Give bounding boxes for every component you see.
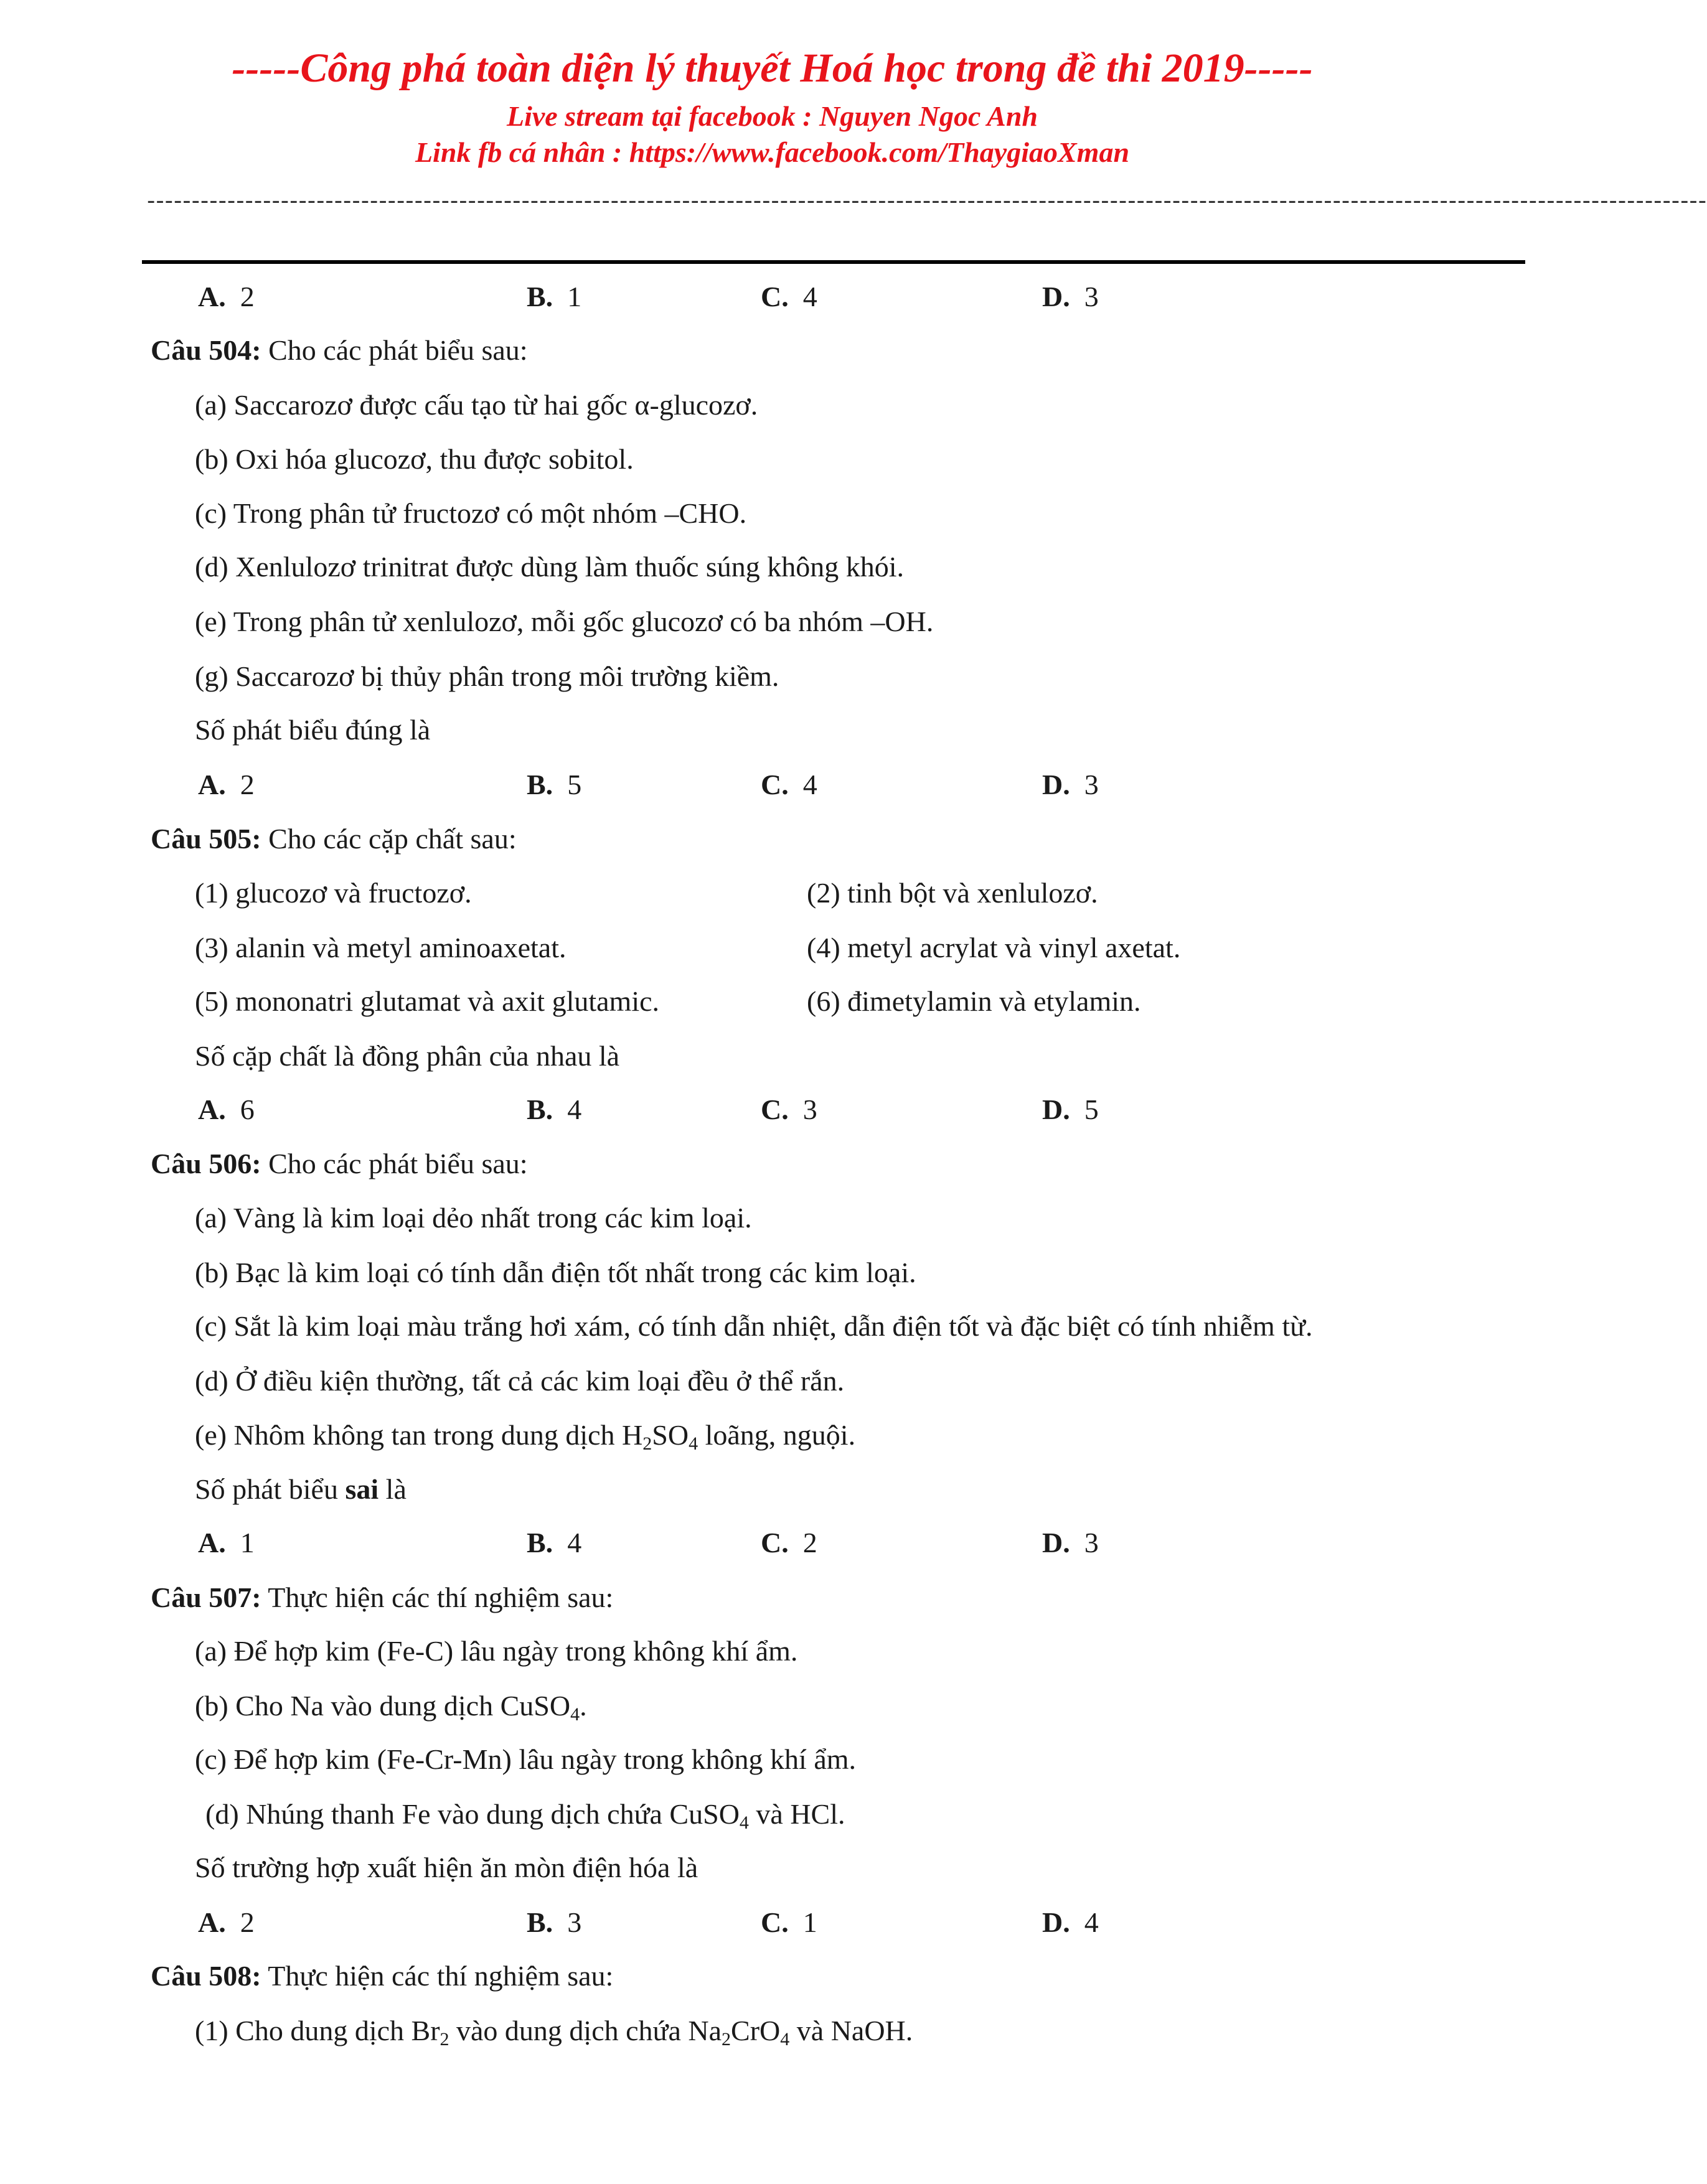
question-prompt: Số phát biểu sai là [195, 1473, 407, 1505]
option-d: D. 4 [1042, 1906, 1099, 1938]
statement-item: (d) Ở điều kiện thường, tất cả các kim loại đều ở thể rắn. [195, 1365, 845, 1397]
statement-item: (c) Trong phân tử fructozơ có một nhóm –CHO. [195, 497, 747, 529]
pair-item: (5) mononatri glutamat và axit glutamic. [195, 985, 660, 1017]
statement-item: (e) Trong phân tử xenlulozơ, mỗi gốc glucozơ có ba nhóm –OH. [195, 606, 934, 637]
statement-item: (b) Oxi hóa glucozơ, thu được sobitol. [195, 443, 634, 475]
question-504: Câu 504: Cho các phát biểu sau: [151, 334, 528, 366]
statement-item: (a) Vàng là kim loại dẻo nhất trong các kim loại. [195, 1202, 752, 1234]
option-b: B. 4 [527, 1527, 582, 1558]
statement-item: (d) Xenlulozơ trinitrat được dùng làm thuốc súng không khói. [195, 551, 905, 583]
option-b: B. 4 [527, 1094, 582, 1125]
dashed-separator: ------------------------------------------------------------------------------------------------------------------------------------------------------------------------------- [147, 187, 1707, 214]
option-c: C. 3 [761, 1094, 817, 1125]
option-b: B. 3 [527, 1906, 582, 1938]
option-a: A. 2 [198, 1906, 255, 1938]
option-a: A. 1 [198, 1527, 255, 1558]
option-c: C. 4 [761, 769, 817, 800]
facebook-link[interactable]: Link fb cá nhân : https://www.facebook.com/ThaygiaoXman [415, 136, 1130, 168]
pair-item: (4) metyl acrylat và vinyl axetat. [807, 932, 1181, 963]
livestream-line: Live stream tại facebook : Nguyen Ngoc Anh [506, 100, 1038, 132]
statement-item: (b) Bạc là kim loại có tính dẫn điện tốt nhất trong các kim loại. [195, 1257, 916, 1288]
question-prompt: Số cặp chất là đồng phân của nhau là [195, 1040, 620, 1072]
statement-item: (c) Sắt là kim loại màu trắng hơi xám, có tính dẫn nhiệt, dẫn điện tốt và đặc biệt có tính nhiễm từ. [195, 1310, 1313, 1342]
option-d: D. 5 [1042, 1094, 1099, 1125]
pair-item: (2) tinh bột và xenlulozơ. [807, 877, 1098, 909]
header-rule [142, 260, 1525, 264]
option-b: B. 5 [527, 769, 582, 800]
option-c: C. 4 [761, 281, 817, 312]
question-prompt: Số phát biểu đúng là [195, 714, 431, 746]
option-c: C. 2 [761, 1527, 817, 1558]
statement-item: (a) Saccarozơ được cấu tạo từ hai gốc α-glucozơ. [195, 389, 758, 421]
experiment-item: (b) Cho Na vào dung dịch CuSO$_4$. [195, 1690, 587, 1725]
option-d: D. 3 [1042, 769, 1099, 800]
question-507: Câu 507: Thực hiện các thí nghiệm sau: [151, 1582, 614, 1613]
question-prompt: Số trường hợp xuất hiện ăn mòn điện hóa là [195, 1852, 698, 1883]
pair-item: (3) alanin và metyl aminoaxetat. [195, 932, 567, 963]
option-d: D. 3 [1042, 281, 1099, 312]
experiment-item: (1) Cho dung dịch $Br_2$ vào dung dịch chứa $Na_2CrO_4$ và NaOH. [195, 2015, 913, 2050]
option-a: A. 2 [198, 281, 255, 312]
pair-item: (6) đimetylamin và etylamin. [807, 985, 1141, 1017]
option-d: D. 3 [1042, 1527, 1099, 1558]
statement-item: (g) Saccarozơ bị thủy phân trong môi trường kiềm. [195, 660, 779, 692]
page-title: -----Công phá toàn diện lý thuyết Hoá học trong đề thi 2019----- [232, 45, 1313, 91]
statement-item: (e) Nhôm không tan trong dung dịch $H_2SO_4$ loãng, nguội. [195, 1419, 856, 1454]
question-506: Câu 506: Cho các phát biểu sau: [151, 1148, 528, 1179]
question-508: Câu 508: Thực hiện các thí nghiệm sau: [151, 1960, 614, 1992]
option-c: C. 1 [761, 1906, 817, 1938]
question-505: Câu 505: Cho các cặp chất sau: [151, 823, 517, 855]
experiment-item: (d) Nhúng thanh Fe vào dung dịch chứa CuSO$_4$ và HCl. [205, 1798, 845, 1833]
option-b: B. 1 [527, 281, 582, 312]
pair-item: (1) glucozơ và fructozơ. [195, 877, 472, 909]
option-a: A. 2 [198, 769, 255, 800]
experiment-item: (a) Để hợp kim (Fe-C) lâu ngày trong không khí ẩm. [195, 1635, 798, 1667]
option-a: A. 6 [198, 1094, 255, 1125]
experiment-item: (c) Để hợp kim (Fe-Cr-Mn) lâu ngày trong không khí ẩm. [195, 1743, 857, 1775]
